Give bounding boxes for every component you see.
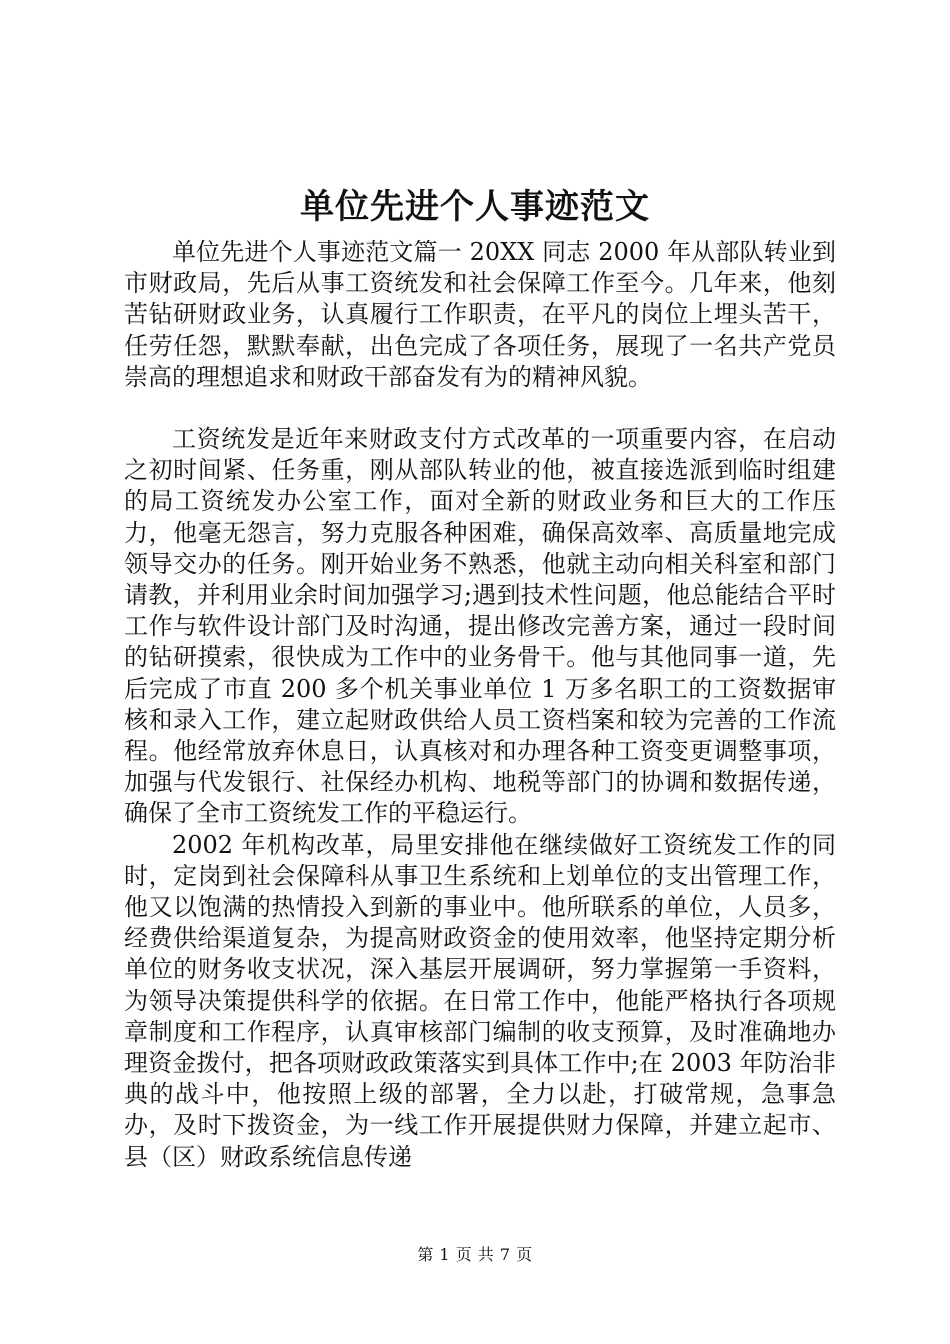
paragraph-social-security: 2002 年机构改革，局里安排他在继续做好工资统发工作的同时，定岗到社会保障科从事卫生系统和上划单位的支出管理工作，他又以饱满的热情投入到新的事业中。他所联系的单位，人员多，经费供给渠道复杂，为提高财政资金的使用效率，他坚持定期分析单位的财务收支状况，深入基层开展调研，努力掌握第一手资料，为领导决策提供科学的依据。在日常工作中，他能严格执行各项规章制度和工作程序，认真审核部门编制的收支预算，及时准确地办理资金拨付，把各项财政政策落实到具体工作中;在 2003 年防治非典的战斗中，他按照上级的部署，全力以赴，打破常规，急事急办，及时下拨资金，为一线工作开展提供财力保障，并建立起市、县（区）财政系统信息传递 bbox=[124, 830, 836, 1171]
paragraph-intro: 单位先进个人事迹范文篇一 20XX 同志 2000 年从部队转业到市财政局，先后从事工资统发和社会保障工作至今。几年来，他刻苦钻研财政业务，认真履行工作职责，在平凡的岗位上埋头苦干，任劳任怨，默默奉献，出色完成了各项任务，展现了一名共产党员崇高的理想追求和财政干部奋发有为的精神风貌。 bbox=[124, 238, 836, 391]
paragraph-salary-distribution: 工资统发是近年来财政支付方式改革的一项重要内容，在启动之初时间紧、任务重，刚从部队转业的他，被直接选派到临时组建的局工资统发办公室工作，面对全新的财政业务和巨大的工作压力，他毫无怨言，努力克服各种困难，确保高效率、高质量地完成领导交办的任务。刚开始业务不熟悉，他就主动向相关科室和部门请教，并利用业余时间加强学习;遇到技术性问题，他总能结合平时工作与软件设计部门及时沟通，提出修改完善方案，通过一段时间的钻研摸索，很快成为工作中的业务骨干。他与其他同事一道，先后完成了市直 200 多个机关事业单位 1 万多名职工的工资数据审核和录入工作，建立起财政供给人员工资档案和较为完善的工作流程。他经常放弃休息日，认真核对和办理各种工资变更调整事项，加强与代发银行、社保经办机构、地税等部门的协调和数据传递，确保了全市工资统发工作的平稳运行。 bbox=[124, 425, 836, 828]
page-number-footer: 第 1 页 共 7 页 bbox=[417, 1245, 533, 1264]
document-title: 单位先进个人事迹范文 bbox=[300, 187, 650, 227]
document-body bbox=[124, 237, 836, 1173]
